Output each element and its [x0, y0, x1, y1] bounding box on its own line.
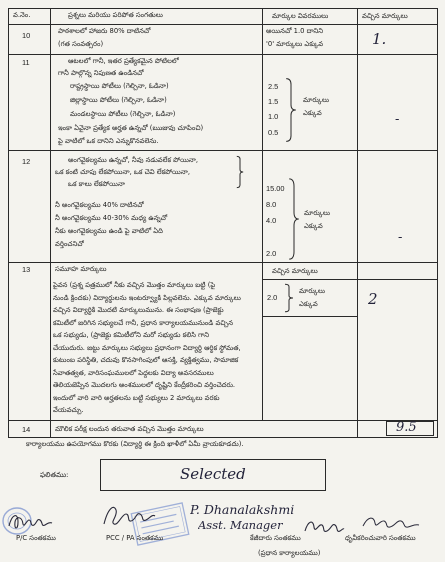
- marks-value: 2.0: [266, 249, 277, 258]
- paragraph-line: సేవాతత్వత, వారిసంఘములలో పెద్దలకు విద్యా అవసరములు: [53, 369, 214, 377]
- header-marks: మార్కుల వివరములు: [272, 12, 329, 20]
- signature-icon: [360, 512, 422, 534]
- signature-label: PCC / PA సంతకము: [106, 534, 164, 542]
- total-marks: 9.5: [396, 420, 417, 435]
- row-question-line: ఇంకా ఏవైనా ప్రత్యేక అర్హత ఉన్నచో (ఋజువు చూపించి): [58, 124, 204, 132]
- marks-value: 4.0: [266, 216, 277, 225]
- handwritten-name: P. Dhanalakshmi: [190, 502, 295, 517]
- row-serial: 11: [22, 58, 30, 67]
- paragraph-line: కమిటీలో జరిగిన సభ్యులచే గానీ, ప్రధాన కార్యాలయమునుండి వచ్చిన: [53, 319, 233, 327]
- row-question-line: ఒక కాలు లేకపోయినా: [68, 180, 125, 188]
- header-serial: వ.నెం.: [13, 11, 31, 19]
- marks-label: మార్కులు: [303, 96, 330, 104]
- header-obtained: వచ్చిన మార్కులు: [362, 12, 408, 20]
- paragraph-line: తెలియజెప్పిన మొదలగు అంశములలో దృష్టిని కేంద్రీకరించి వర్తించెదరు.: [53, 381, 236, 389]
- row-question-line: ఆటలలో గానీ, ఇతర ప్రత్యేకమైన పోటిలలో: [68, 57, 179, 65]
- table-line: [262, 279, 438, 280]
- signature-icon: [100, 500, 158, 532]
- obtained-marks: -: [395, 112, 400, 127]
- obtained-marks: 2: [368, 290, 378, 308]
- header-question: ప్రశ్నలు మరియు పరిపోత సంగతులు: [68, 11, 163, 19]
- row-question-line: మండలస్థాయి పోటీలు (గెల్చినా, ఓడినా): [70, 110, 176, 118]
- row-marks-header: వచ్చిన మార్కులు: [272, 267, 318, 275]
- obtained-marks: 1.: [372, 30, 387, 48]
- table-line: [8, 54, 438, 55]
- result-value: Selected: [180, 465, 246, 483]
- marks-label: మార్కులు: [304, 209, 331, 217]
- table-line: [8, 150, 438, 151]
- paragraph-line: వేయవచ్చు.: [53, 406, 84, 414]
- obtained-marks: -: [398, 230, 403, 245]
- signature-sub-label: (ప్రధాన కార్యాలయము): [258, 549, 321, 557]
- table-line: [262, 8, 263, 420]
- table-line: [8, 8, 438, 9]
- row-question-line: గానీ పాల్గొన్న నిపుణత ఉండినచో: [58, 69, 144, 77]
- table-line: [357, 8, 358, 438]
- brace-icon: [284, 284, 294, 312]
- paragraph-line: ఇందులో వారి వారి అర్హతలను బట్టి సభ్యులు 2 మార్కులు వరకు: [53, 394, 220, 402]
- marks-value: 2.5: [268, 82, 279, 91]
- signature-icon: [6, 508, 54, 534]
- brace-icon: [288, 178, 300, 260]
- row-question-line: (గత సంవత్సరం): [58, 40, 104, 48]
- signature-label: ధృవీకరించువారి సంతకము: [345, 534, 416, 542]
- marks-label: ఎక్కువ: [303, 109, 322, 117]
- marks-value: 0.5: [268, 128, 279, 137]
- row-question-line: నీ అంగవైకల్యము 40-30% మధ్య ఉన్నచో: [55, 214, 168, 222]
- paragraph-line: నుండి క్రిందకు) విద్యార్థులను ఇంటర్వ్యూకి పిల్లవలెను. ఎక్కువ మార్కులు: [53, 294, 241, 302]
- row-serial: 13: [22, 265, 31, 274]
- table-line: [8, 420, 438, 421]
- paragraph-line: పైవన (ప్రశ్న పత్రములో నీకు వచ్చిన మొత్తం మార్కులు బట్టి (పై: [53, 281, 216, 289]
- row-question-line: జిల్లాస్థాయి పోటీలు (గెల్చినా, ఓడినా): [70, 96, 167, 104]
- row-question-line: నీకు అంగవైకల్యము ఉండి పై వాటిలో ఏది: [55, 227, 163, 235]
- marks-label: ఎక్కువ: [304, 222, 323, 230]
- signature-label: P/C సంతకము: [16, 534, 56, 542]
- row-question-line: ఒక కంటి చూపు లేకపోయినా, ఒక చెవి లేకపోయినా,: [55, 168, 191, 176]
- table-line: [262, 316, 357, 317]
- paragraph-line: కుటుంబ పరిస్థితి, చదువు కొనసాగింపులో ఆసక్తి, వ్యక్తిత్వము, సామాజిక: [53, 356, 239, 364]
- marks-label: ఎక్కువ: [299, 300, 318, 308]
- row-title: సమూహ మార్కులు: [55, 265, 107, 273]
- marks-value: 2.0: [267, 293, 278, 302]
- paragraph-line: చేయుదురు. జట్టు మార్కులు సభ్యులు ప్రధానంగా విద్యార్థి ఆర్థిక స్థోమత,: [53, 344, 241, 352]
- table-line: [8, 8, 9, 438]
- signature-label: కేజీదారు సంతకము: [250, 534, 301, 542]
- row-serial: 12: [22, 157, 31, 166]
- table-line: [8, 262, 438, 263]
- brace-icon: [236, 156, 244, 188]
- table-line: [8, 437, 438, 438]
- marks-value: 1.0: [268, 112, 279, 121]
- row-question-line: పై వాటిలో ఒక దానిని ఎన్నుకొనవలెను.: [58, 137, 159, 145]
- row-marks-line: అయినచో 1.0 దానిని: [266, 27, 324, 35]
- handwritten-title: Asst. Manager: [198, 518, 283, 532]
- office-note: కార్యాలయము ఉపయోగము కొరకు (విద్యార్థి ఈ క్రింది ఖాళీలో ఏమీ వ్రాయకూడదు).: [26, 440, 244, 448]
- table-line: [437, 8, 438, 438]
- row-serial: 10: [22, 31, 31, 40]
- paragraph-line: ఒక సభ్యుడు, (ప్రాజెక్టు కమిటీలోని మరో సభ్యుడు కలిసి గాని: [53, 331, 209, 339]
- row-question-line: అంగవైకల్యము ఉన్నచో, నీవు నడువలేక పోయినా,: [68, 156, 199, 164]
- table-line: [8, 24, 438, 25]
- brace-icon: [285, 78, 297, 142]
- marks-value: 8.0: [266, 200, 277, 209]
- marks-value: 1.5: [268, 97, 279, 106]
- row-question-line: రాష్ట్రస్థాయి పోటీలు (గెల్చినా, ఓడినా): [70, 82, 169, 90]
- marks-label: మార్కులు: [299, 287, 326, 295]
- row-question-line: మౌలిక పరీక్ష లందున తరువాత వచ్చిన మొత్తం మార్కులు: [55, 425, 204, 433]
- marks-value: 15.00: [266, 184, 285, 193]
- row-question-line: నీ అంగవైకల్యము 40% దాటినచో: [55, 201, 144, 209]
- row-question-line: పాఠశాలలో హాజరు 80% దాటినచో: [58, 27, 151, 35]
- result-label: ఫలితము:: [40, 470, 69, 479]
- table-line: [50, 8, 51, 438]
- row-marks-line: '0' మార్కులు ఎక్కువ: [266, 40, 324, 48]
- row-question-line: వర్తించనిచో: [55, 240, 84, 248]
- paragraph-line: వచ్చిన విద్యార్థికి మొదటి మార్కులుమును. ఈ సంభాషణ (ప్రాజెక్టు: [53, 306, 224, 314]
- row-serial: 14: [22, 425, 31, 434]
